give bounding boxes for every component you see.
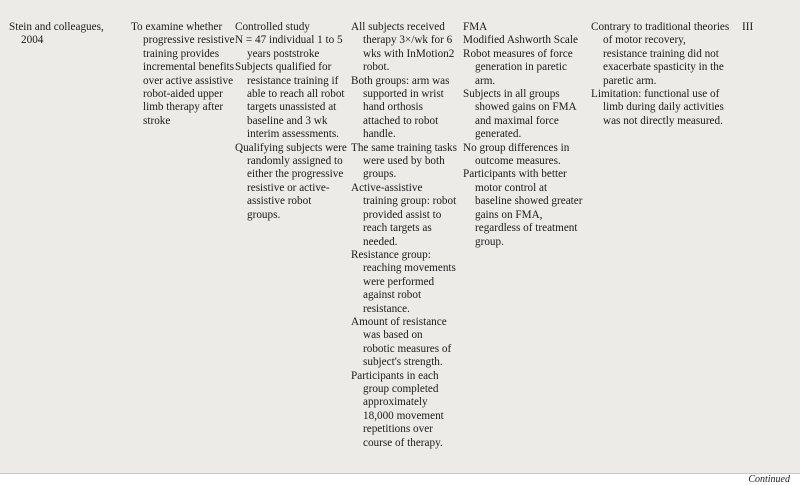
design-sample: N = 47 individual 1 to 5 years poststroke	[235, 34, 343, 60]
design-qualification: Subjects qualified for resistance training if able to reach all robot targets unassisted at baseline and 3 wk interim assessments.	[235, 61, 345, 141]
design-assignment: Qualifying subjects were randomly assigned to either the progressive resistive or active-assistive robot groups.	[235, 141, 347, 221]
design-cell	[235, 21, 347, 222]
outcome-measure: Robot measures of force generation in paretic arm.	[463, 47, 573, 87]
outcome-measure: FMA	[463, 21, 488, 33]
outcomes-cell	[463, 21, 583, 249]
study-cell	[9, 21, 119, 48]
outcome-result: Subjects in all groups showed gains on FMA and maximal force generated.	[463, 88, 577, 141]
continued-label: Continued	[748, 474, 790, 485]
intervention-item: Resistance group: reaching movements were performed against robot resistance.	[351, 248, 456, 315]
study-citation: Stein and colleagues, 2004	[9, 21, 104, 47]
intervention-item: Participants in each group completed approximately 18,000 movement repetitions over course of therapy.	[351, 369, 444, 449]
level-cell	[742, 21, 782, 34]
comment-item: Limitation: functional use of limb during daily activities was not directly measured.	[591, 88, 724, 127]
purpose-cell	[131, 21, 241, 128]
intervention-item: Both groups: arm was supported in wrist hand orthosis attached to robot handle.	[351, 74, 450, 141]
intervention-item: The same training tasks were used by both groups.	[351, 141, 457, 181]
comment-item: Contrary to traditional theories of motor recovery, resistance training did not exacerbate spasticity in the paretic arm.	[591, 21, 730, 87]
intervention-cell	[351, 21, 457, 450]
intervention-item: Amount of resistance was based on robotic measures of subject's strength.	[351, 315, 452, 369]
intervention-item: Active-assistive training group: robot provided assist to reach targets as needed.	[351, 181, 457, 248]
design-type: Controlled study	[235, 21, 310, 33]
study-purpose: To examine whether progressive resistive training provides incremental benefits over active assistive robot-aided upper limb therapy after stroke	[131, 21, 235, 127]
comments-cell	[591, 21, 731, 128]
evidence-level: III	[742, 21, 754, 33]
outcome-measure: Modified Ashworth Scale	[463, 34, 578, 47]
outcome-result: No group differences in outcome measures.	[463, 141, 570, 168]
intervention-item: All subjects received therapy 3×/wk for 6 wks with InMotion2 robot.	[351, 21, 455, 74]
outcome-result: Participants with better motor control at baseline showed greater gains on FMA, regardless of treatment group.	[463, 168, 583, 248]
